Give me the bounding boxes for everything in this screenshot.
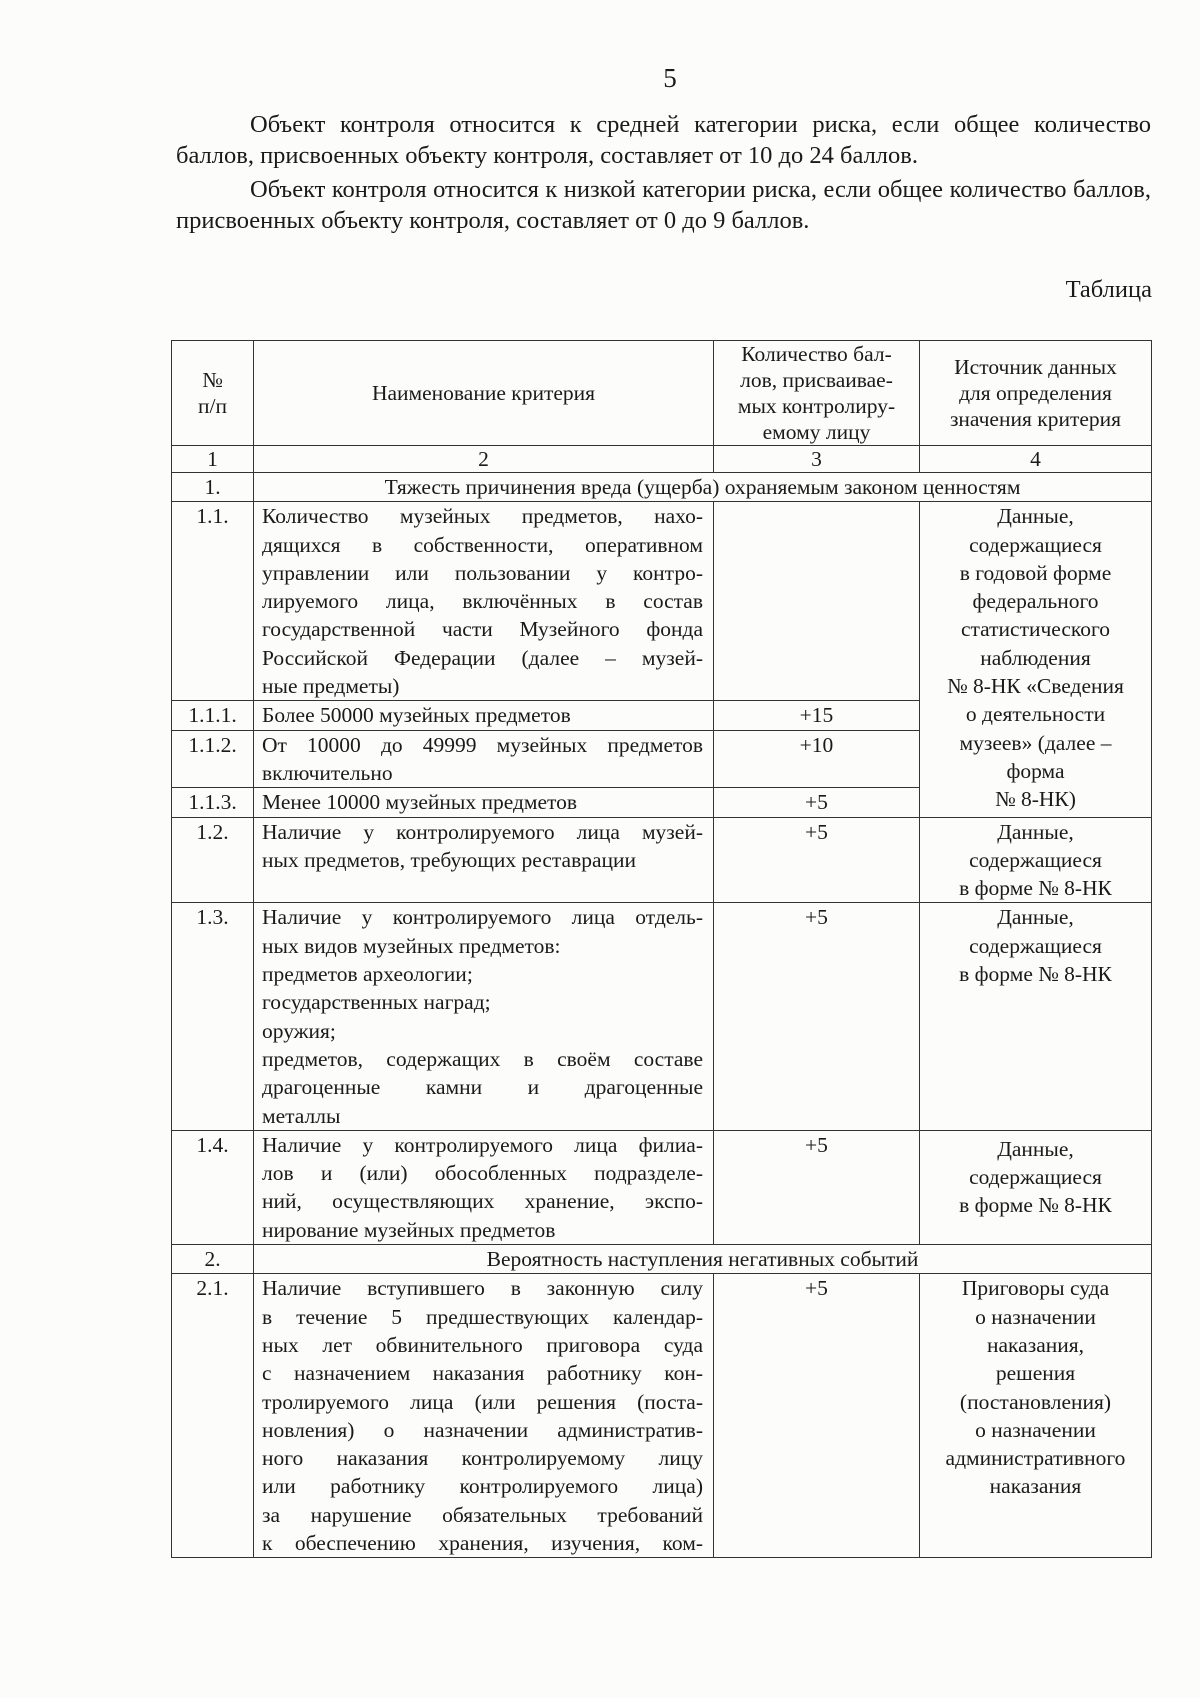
- row-number: 1.4.: [172, 1130, 254, 1244]
- row-number: 1.3.: [172, 903, 254, 1130]
- section-row: [172, 1245, 1152, 1274]
- table-row: [172, 1130, 1152, 1244]
- column-number: 4: [920, 446, 1152, 473]
- points-cell: [714, 502, 920, 701]
- column-number: 1: [172, 446, 254, 473]
- paragraph-medium-risk: Объект контроля относится к средней категории риска, если общее количество баллов, присвоенных объекту контроля, составляет от 10 до 24 баллов.: [176, 111, 1151, 169]
- row-number: 1.1.1.: [172, 701, 254, 730]
- row-number: 1.1.2.: [172, 730, 254, 788]
- section-number: 2.: [172, 1245, 254, 1274]
- row-number: 1.1.: [172, 502, 254, 701]
- section-number: 1.: [172, 473, 254, 502]
- criterion-name: Наличие у контролируемого лица филиа- лов и (или) обособленных подразделе- ний, осуществляющих хранение, экспо- нирование музейных предметов: [254, 1130, 714, 1244]
- row-number: 1.2.: [172, 817, 254, 903]
- column-number: 3: [714, 446, 920, 473]
- criterion-name: Наличие у контролируемого лица отдель- ных видов музейных предметов: предметов археологии; государственных наград; оружия; предметов, содержащих в своём составе драгоценные камни и драгоценные металлы: [254, 903, 714, 1130]
- criterion-name: От 10000 до 49999 музейных предметов включительно: [254, 730, 714, 788]
- column-number: 2: [254, 446, 714, 473]
- points-cell: +5: [714, 903, 920, 1130]
- section-row: [172, 473, 1152, 502]
- header-points: Количество бал- лов, присваивае- мых контролиру- емому лицу: [714, 341, 920, 446]
- criteria-table: [171, 340, 1152, 1558]
- table-row: [172, 502, 1152, 701]
- header-criterion-name: Наименование критерия: [254, 341, 714, 446]
- paragraph-low-risk: Объект контроля относится к низкой категории риска, если общее количество баллов, присвоенных объекту контроля, составляет от 0 до 9 баллов.: [176, 176, 1151, 234]
- header-num: № п/п: [172, 341, 254, 446]
- row-number: 2.1.: [172, 1274, 254, 1558]
- page-number: 5: [663, 63, 677, 93]
- points-cell: +5: [714, 1274, 920, 1558]
- table-header-row: [172, 341, 1152, 446]
- criterion-name: Более 50000 музейных предметов: [254, 701, 714, 730]
- points-cell: +15: [714, 701, 920, 730]
- section-title: Вероятность наступления негативных событий: [254, 1245, 1152, 1274]
- criterion-name: Количество музейных предметов, нахо- дящихся в собственности, оперативном управлении или пользовании у контро- лируемого лица, включённых в состав государственной части Музейного фонда Российской Федерации (далее – музей- ные предметы): [254, 502, 714, 701]
- section-title: Тяжесть причинения вреда (ущерба) охраняемым законом ценностям: [254, 473, 1152, 502]
- table-caption: Таблица: [1065, 276, 1152, 303]
- data-source-cell: Данные, содержащиеся в форме № 8-НК: [920, 817, 1152, 903]
- criterion-name: Менее 10000 музейных предметов: [254, 788, 714, 817]
- criterion-name: Наличие вступившего в законную силу в течение 5 предшествующих календар- ных лет обвинительного приговора суда с назначением наказания работнику кон- тролируемого лица (или решения (поста- новления) о назначении административ- ного наказания контролируемому лицу или работнику контролируемого лица) за нарушение обязательных требований к обеспечению хранения, изучения, ком-: [254, 1274, 714, 1558]
- data-source-cell: Данные, содержащиеся в форме № 8-НК: [920, 903, 1152, 1130]
- data-source-cell: Данные, содержащиеся в форме № 8-НК: [920, 1130, 1152, 1244]
- points-cell: +10: [714, 730, 920, 788]
- data-source-cell: Данные, содержащиеся в годовой форме федерального статистического наблюдения № 8-НК «Сведения о деятельности музеев» (далее – форма № 8-НК): [920, 502, 1152, 817]
- criterion-name: Наличие у контролируемого лица музей- ных предметов, требующих реставрации: [254, 817, 714, 903]
- table-row: [172, 903, 1152, 1130]
- table-row: [172, 1274, 1152, 1558]
- points-cell: +5: [714, 1130, 920, 1244]
- data-source-cell: Приговоры суда о назначении наказания, решения (постановления) о назначении административного наказания: [920, 1274, 1152, 1558]
- points-cell: +5: [714, 788, 920, 817]
- table-row: [172, 817, 1152, 903]
- points-cell: +5: [714, 817, 920, 903]
- header-data-source: Источник данных для определения значения критерия: [920, 341, 1152, 446]
- row-number: 1.1.3.: [172, 788, 254, 817]
- column-number-row: [172, 446, 1152, 473]
